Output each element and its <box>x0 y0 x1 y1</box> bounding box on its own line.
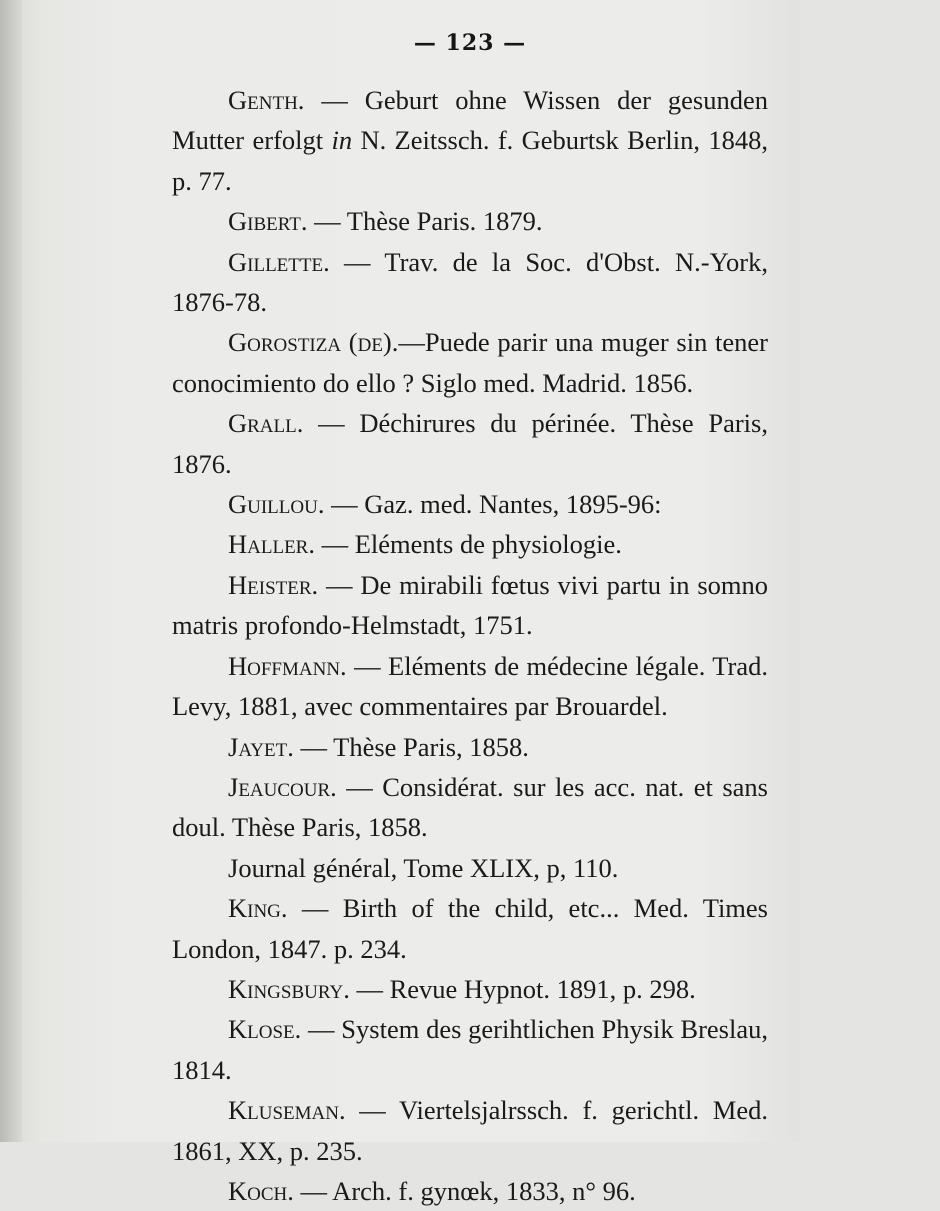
entry-text: — Arch. f. gynœk, 1833, n° 96. <box>293 1175 636 1206</box>
entry-text: — Considérat. sur les acc. nat. et sans doul. Thèse Paris, 1858. <box>172 771 768 843</box>
bibliography-entry <box>172 727 768 767</box>
bibliography-entry <box>172 201 768 241</box>
entry-author: Hoffmann. <box>228 650 347 681</box>
entry-author: Kingsbury. <box>228 973 350 1004</box>
bibliography-entry <box>172 322 768 403</box>
entry-text: — De mirabili fœtus vivi partu in somno matris profondo-Helmstadt, 1751. <box>172 569 768 641</box>
bibliography-entry <box>172 767 768 848</box>
bibliography-entry <box>172 1009 768 1090</box>
entry-text: — Gaz. med. Nantes, 1895-96: <box>324 489 662 520</box>
bibliography-entry <box>172 80 768 201</box>
entry-text: N. Zeitssch. f. Geburtsk Berlin, 1848, p. 77. <box>172 125 768 196</box>
entry-text: — Birth of the child, etc... Med. Times London, 1847. p. 234. <box>172 893 768 964</box>
entry-author: Grall. <box>228 408 304 439</box>
bibliography-entry <box>172 565 768 646</box>
entry-text: — Eléments de médecine légale. Trad. Levy, 1881, avec commentaires par Brouardel. <box>172 650 768 722</box>
entry-author: Gillette. <box>228 246 330 277</box>
entry-text: — Déchirures du périnée. Thèse Paris, 1876. <box>172 408 768 479</box>
entry-author: Gorostiza (de). <box>228 327 399 358</box>
entry-author: King. <box>228 893 288 924</box>
entry-author: Heister. <box>228 569 319 600</box>
bibliography-entry <box>172 888 768 969</box>
entry-author: Genth. <box>228 85 305 115</box>
entry-author: Koch. <box>228 1175 294 1206</box>
bibliography-list <box>172 80 768 1211</box>
bibliography-entry <box>172 1090 768 1171</box>
entry-text: —Puede parir una muger sin tener conocimiento do ello ? Siglo med. Madrid. 1856. <box>172 327 769 398</box>
entry-text: — Viertelsjalrssch. f. gerichtl. Med. 1861, XX, p. 235. <box>172 1095 768 1166</box>
entry-author: Jayet. <box>228 731 294 762</box>
bibliography-entry <box>172 403 768 484</box>
entry-author: Gibert. <box>228 206 308 237</box>
entry-text-italic: in <box>331 125 353 156</box>
entry-text: Journal général, Tome XLIX, p, 110. <box>228 852 619 883</box>
entry-author: Jeaucour. <box>228 771 337 802</box>
entry-text: — Geburt ohne Wissen der gesunden Mutter erfolgt <box>172 85 768 156</box>
entry-author: Klose. <box>228 1014 302 1045</box>
entry-text: — Trav. de la Soc. d'Obst. N.-York, 1876-78. <box>172 246 768 318</box>
bibliography-entry <box>172 969 768 1009</box>
bibliography-entry <box>172 524 768 564</box>
entry-author: Kluseman. <box>228 1095 346 1126</box>
bibliography-entry <box>172 848 768 888</box>
bibliography-entry <box>172 646 768 727</box>
page-edge-shadow <box>0 0 22 1142</box>
page-number: — 123 — <box>413 30 527 56</box>
entry-text: — Thèse Paris, 1858. <box>293 731 529 762</box>
entry-text: — Thèse Paris. 1879. <box>307 206 543 237</box>
entry-author: Guillou. <box>228 489 325 520</box>
bibliography-entry <box>172 1171 768 1211</box>
entry-author: Haller. <box>228 529 315 560</box>
entry-text: — Eléments de physiologie. <box>314 529 622 560</box>
bibliography-entry <box>172 242 768 323</box>
entry-text: — Revue Hypnot. 1891, p. 298. <box>349 973 696 1004</box>
entry-text: — System des gerihtlichen Physik Breslau, 1814. <box>172 1014 768 1085</box>
bibliography-entry <box>172 484 768 524</box>
